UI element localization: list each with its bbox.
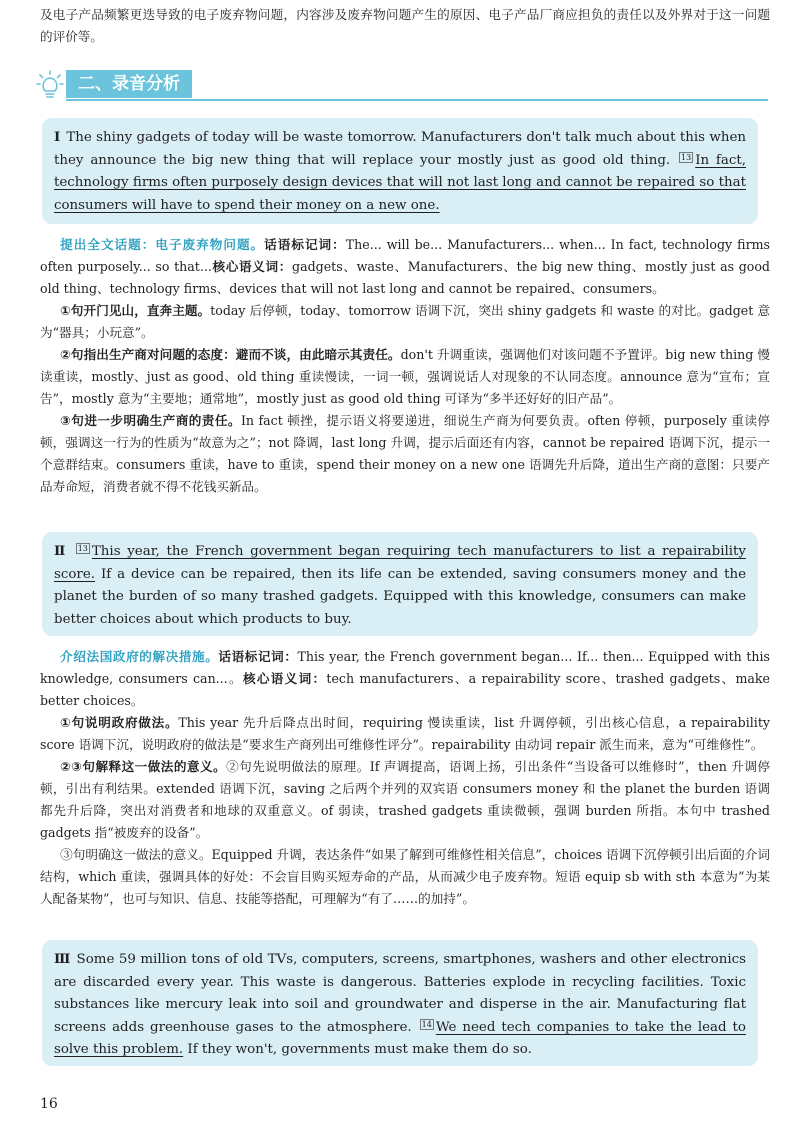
lightbulb-icon: [36, 70, 64, 100]
analysis-1-sentence-2: [40, 344, 770, 410]
sentence-text: today 后停顿，today、tomorrow 语调下沉，突出 shiny gadgets 和 waste 的对比。gadget 意为“器具；小玩意”。: [40, 303, 770, 340]
page-number: 16: [40, 1096, 58, 1112]
analysis-1-sentence-1: [40, 300, 770, 344]
section-header: [36, 68, 768, 102]
core-label: 核心语义词：: [242, 671, 327, 686]
analysis-block-1: [40, 234, 770, 498]
question-marker: 13: [681, 152, 692, 162]
passage-sentence: If a device can be repaired, then its life can be extended, saving consumers money and the planet the burden of so many trashed gadgets. Equipped with this knowledge, consumers can make better choices about which products to buy.: [54, 566, 746, 627]
roman-numeral: Ⅲ: [54, 951, 71, 967]
markers-label: 话语标记词：: [218, 649, 298, 664]
markers-text: The... will be... Manufacturers... when... In fact, technology firms often purposely... so that...: [40, 237, 771, 274]
roman-numeral: Ⅰ: [54, 129, 61, 145]
analysis-block-2: [40, 646, 770, 910]
sentence-text: ②句先说明做法的原理。If 声调提高，语调上扬，引出条件“当设备可以维修时”，then 升调停顿，引出有利结果。extended 语调下沉，saving 之后两个并列的双宾语 consumers money 和 the planet the burden 语调都先升后降，突出对消费者和地球的双重意义。of 弱读，trashed gadgets 重读微顿，强调 burden 所指。本句中 trashed gadgets 指“被废弃的设备”。: [40, 759, 770, 840]
analysis-2-sentence-1: [40, 712, 770, 756]
sentence-text: In fact 顿挫，提示语义将要递进，细说生产商为何要负责。often 停顿，purposely 重读停顿，强调这一行为的性质为“故意为之”；not 降调，last long 升调，提示后面还有内容，cannot be repaired 语调下沉，提示一个意群结束。consumers 重读，have to 重读，spend their money on a new one 语调先升后降，道出生产商的意图：只要产品寿命短，消费者就不得不花钱买新品。: [40, 413, 770, 494]
passage-2-text: [54, 540, 746, 631]
core-label: 核心语义词：: [211, 259, 293, 274]
core-text: tech manufacturers、a repairability score、trashed gadgets、make better choices。: [40, 671, 770, 708]
passage-box-1: [42, 118, 758, 224]
topic-label: 介绍法国政府的解决措施。: [60, 649, 219, 664]
section-divider: [66, 99, 768, 101]
analysis-2-sentence-2: [40, 756, 770, 844]
passage-sentence: Some 59 million tons of old TVs, computers, screens, smartphones, washers and other electronics are discarded every year. This waste is dangerous. Batteries explode in recycling facilities. Toxic substances like mercury leak into soil and groundwater and disperse in the air. Manufacturing flat screens adds greenhouse gases to the atmosphere.: [54, 952, 747, 1035]
passage-sentence: If they won't, governments must make them do so.: [187, 1042, 532, 1058]
topic-label: 提出全文话题：电子废弃物问题。: [60, 237, 265, 252]
underlined-sentence: In fact, technology firms often purposely design devices that will not last long and cannot be repaired so that consumers will have to spend their money on a new one.: [54, 152, 746, 213]
sentence-label: ①句开门见山，直奔主题。: [60, 303, 211, 318]
sentence-label: ③句进一步明确生产商的责任。: [60, 413, 241, 428]
sentence-text: This year 先升后降点出时间，requiring 慢读重读，list 升调停顿，引出核心信息，a repairability score 语调下沉，说明政府的做法是“要求生产商列出可维修性评分”。repairability 由动词 repair 派生而来，意为“可维修性”。: [40, 715, 770, 752]
roman-numeral: Ⅱ: [54, 543, 68, 559]
core-text: gadgets、waste、Manufacturers、the big new thing、mostly just as good old thing、technology firms、devices that will not last long and cannot be repaired、consumers。: [40, 259, 770, 296]
passage-3-text: [54, 948, 746, 1062]
analysis-1-sentence-3: [40, 410, 770, 498]
analysis-2-summary: [40, 646, 770, 712]
question-marker: 13: [77, 544, 88, 553]
passage-box-3: [42, 940, 758, 1066]
intro-paragraph: 及电子产品频繁更迭导致的电子废弃物问题，内容涉及废弃物问题产生的原因、电子产品厂商应担负的责任以及外界对于这一问题的评价等。: [40, 7, 770, 44]
underlined-sentence: This year, the French government began requiring tech manufacturers to list a repairability score.: [54, 544, 746, 582]
underlined-sentence: We need tech companies to take the lead to solve this problem.: [54, 1019, 746, 1058]
sentence-label: ②句指出生产商对问题的态度：避而不谈，由此暗示其责任。: [60, 347, 401, 362]
passage-box-2: [42, 532, 758, 636]
sentence-text: don't 升调重读，强调他们对该问题不予置评。big new thing 慢读重读，mostly、just as good、old thing 重读慢读，一词一顿，强调说话人对现象的不认同态度。announce 意为“宣布；宣告”，mostly 意为“主要地；通常地”，mostly just as good old thing 可译为“多半还好好的旧产品”。: [40, 347, 770, 406]
markers-label: 话语标记词：: [264, 237, 346, 252]
section-title: 二、录音分析: [66, 70, 192, 98]
passage-sentence: The shiny gadgets of today will be waste tomorrow. Manufacturers don't talk much about this when they announce the big new thing that will replace your mostly just as good old thing.: [54, 130, 746, 168]
analysis-2-sentence-3: ③句明确这一做法的意义。Equipped 升调，表达条件“如果了解到可维修性相关信息”，choices 语调下沉停顿引出后面的介词结构，which 重读，强调具体的好处：不会盲目购买短寿命的产品，从而减少电子废弃物。短语 equip sb with sth 本意为“为某人配备某物”，也可与知识、信息、技能等搭配，可理解为“有了……的加持”。: [40, 847, 770, 906]
markers-text: This year, the French government began... If... then... Equipped with this knowledge, consumers can...。: [40, 649, 771, 686]
question-marker: 14: [421, 1019, 432, 1029]
sentence-label: ②③句解释这一做法的意义。: [60, 759, 227, 774]
passage-1-text: [54, 126, 746, 217]
analysis-1-summary: [40, 234, 770, 300]
sentence-label: ①句说明政府做法。: [60, 715, 179, 730]
